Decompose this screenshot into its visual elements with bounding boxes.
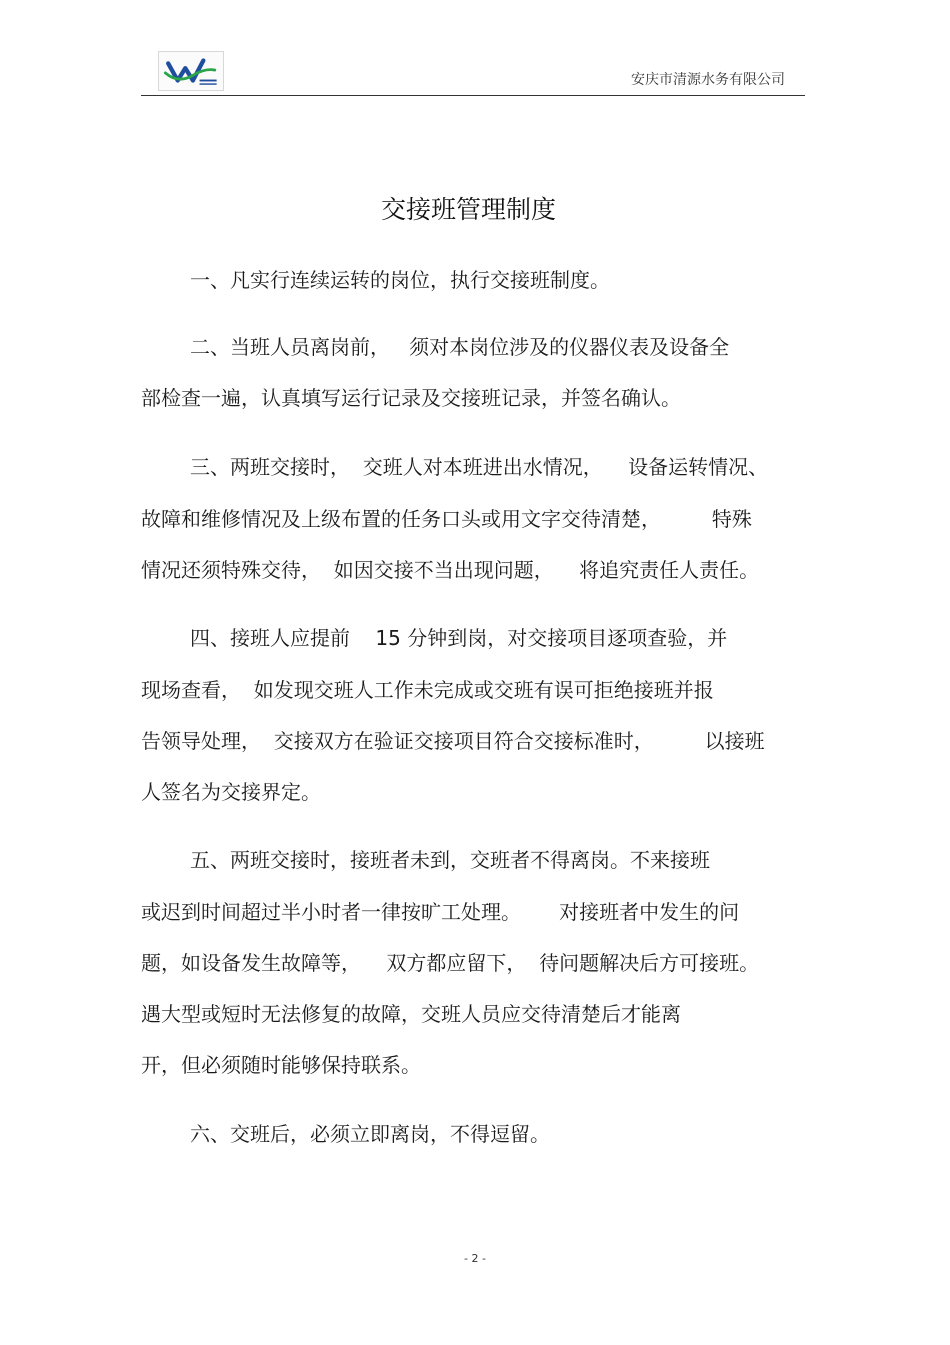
paragraph-line: 四、接班人应提前 15 分钟到岗，对交接项目逐项查验，并 <box>190 626 728 650</box>
paragraph-line: 情况还须特殊交待， 如因交接不当出现问题， 将追究责任人责任。 <box>141 558 760 582</box>
paragraph-line: 三、两班交接时， 交班人对本班进出水情况， 设备运转情况、 <box>190 455 769 479</box>
paragraph-line: 现场查看， 如发现交班人工作未完成或交班有误可拒绝接班并报 <box>141 678 714 702</box>
paragraph-line: 开，但必须随时能够保持联系。 <box>141 1053 421 1077</box>
paragraph-line: 六、交班后，必须立即离岗，不得逗留。 <box>190 1122 550 1146</box>
paragraph-line: 二、当班人员离岗前， 须对本岗位涉及的仪器仪表及设备全 <box>190 335 730 359</box>
paragraph-line: 五、两班交接时，接班者未到，交班者不得离岗。不来接班 <box>190 848 710 872</box>
paragraph-line: 部检查一遍，认真填写运行记录及交接班记录，并签名确认。 <box>141 386 681 410</box>
paragraph-line: 题，如设备发生故障等， 双方都应留下， 待问题解决后方可接班。 <box>141 951 760 975</box>
page-header <box>141 48 805 96</box>
company-name: 安庆市清源水务有限公司 <box>631 72 785 88</box>
company-logo-icon <box>158 51 224 91</box>
paragraph-line: 遇大型或短时无法修复的故障，交班人员应交待清楚后才能离 <box>141 1002 681 1026</box>
document-title: 交接班管理制度 <box>380 195 556 224</box>
paragraph-line: 告领导处理， 交接双方在验证交接项目符合交接标准时， 以接班 <box>141 729 765 753</box>
paragraph-line: 一、凡实行连续运转的岗位，执行交接班制度。 <box>190 268 610 292</box>
page-number: - 2 - <box>464 1252 486 1265</box>
paragraph-line: 人签名为交接界定。 <box>141 780 321 804</box>
paragraph-line: 故障和维修情况及上级布置的任务口头或用文字交待清楚， 特殊 <box>141 507 752 531</box>
paragraph-line: 或迟到时间超过半小时者一律按旷工处理。 对接班者中发生的问 <box>141 900 740 924</box>
